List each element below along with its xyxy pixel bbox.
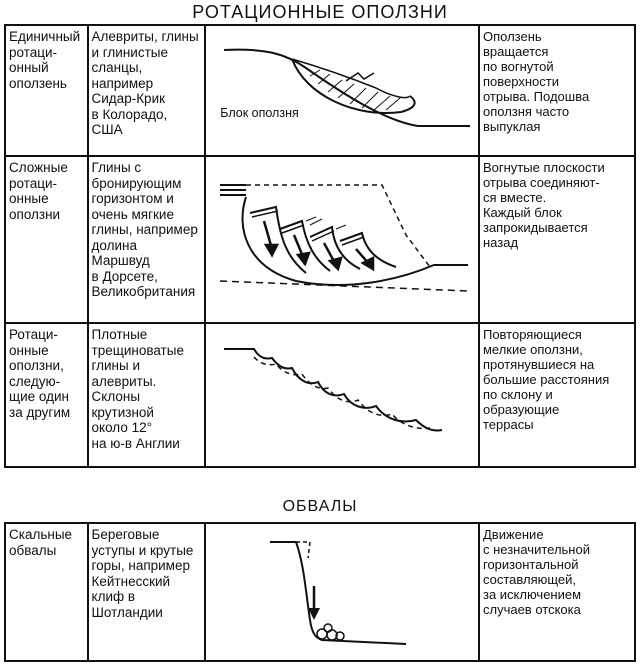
diagram-cell — [205, 323, 479, 467]
successive-rotational-slides-diagram — [206, 324, 476, 468]
table-row — [5, 523, 635, 661]
material-cell: Береговые уступы и крутые горы, например Кейтнесский клиф в Шотландии — [88, 523, 206, 661]
rockfalls-table — [4, 522, 636, 662]
complex-rotational-slide-diagram — [206, 157, 476, 324]
table-row — [5, 323, 635, 467]
type-cell: Сложные ротаци- онные оползни — [5, 156, 88, 323]
description-cell: Оползень вращается по вогнутой поверхности отрыва. Подошва оползня часто выпуклая — [479, 25, 635, 156]
description-cell: Повторяющиеся мелкие оползни, протянувшиеся на большие расстояния по склону и образующие террасы — [479, 323, 635, 467]
table-row — [5, 25, 635, 156]
landslide-block-label: Блок оползня — [220, 106, 299, 120]
section-title-rockfalls: ОБВАЛЫ — [282, 498, 358, 515]
material-cell: Алевриты, глины и глинистые сланцы, например Сидар-Крик в Колорадо, США — [88, 25, 206, 156]
page-title: РОТАЦИОННЫЕ ОПОЛЗНИ — [192, 2, 448, 22]
type-cell: Единичный ротаци- онный оползень — [5, 25, 88, 156]
diagram-cell — [205, 156, 479, 323]
description-cell: Движение с незначительной горизонтальной составляющей, за исключением случаев отскока — [479, 523, 635, 661]
type-cell: Скальные обвалы — [5, 523, 88, 661]
description-cell: Вогнутые плоскости отрыва соединяют- ся вместе. Каждый блок запрокидывается назад — [479, 156, 635, 323]
material-cell: Плотные трещиноватые глины и алевриты. Склоны крутизной около 12° на ю-в Англии — [88, 323, 206, 467]
single-rotational-slide-diagram — [206, 26, 476, 157]
rockfall-diagram — [206, 524, 476, 662]
table-row — [5, 156, 635, 323]
diagram-cell — [205, 25, 479, 156]
diagram-cell — [205, 523, 479, 661]
rotational-landslides-table — [4, 24, 636, 468]
type-cell: Ротаци- онные оползни, следую- щие один за другим — [5, 323, 88, 467]
material-cell: Глины с бронирующим горизонтом и очень мягкие глины, например долина Маршвуд в Дорсете, Великобритания — [88, 156, 206, 323]
